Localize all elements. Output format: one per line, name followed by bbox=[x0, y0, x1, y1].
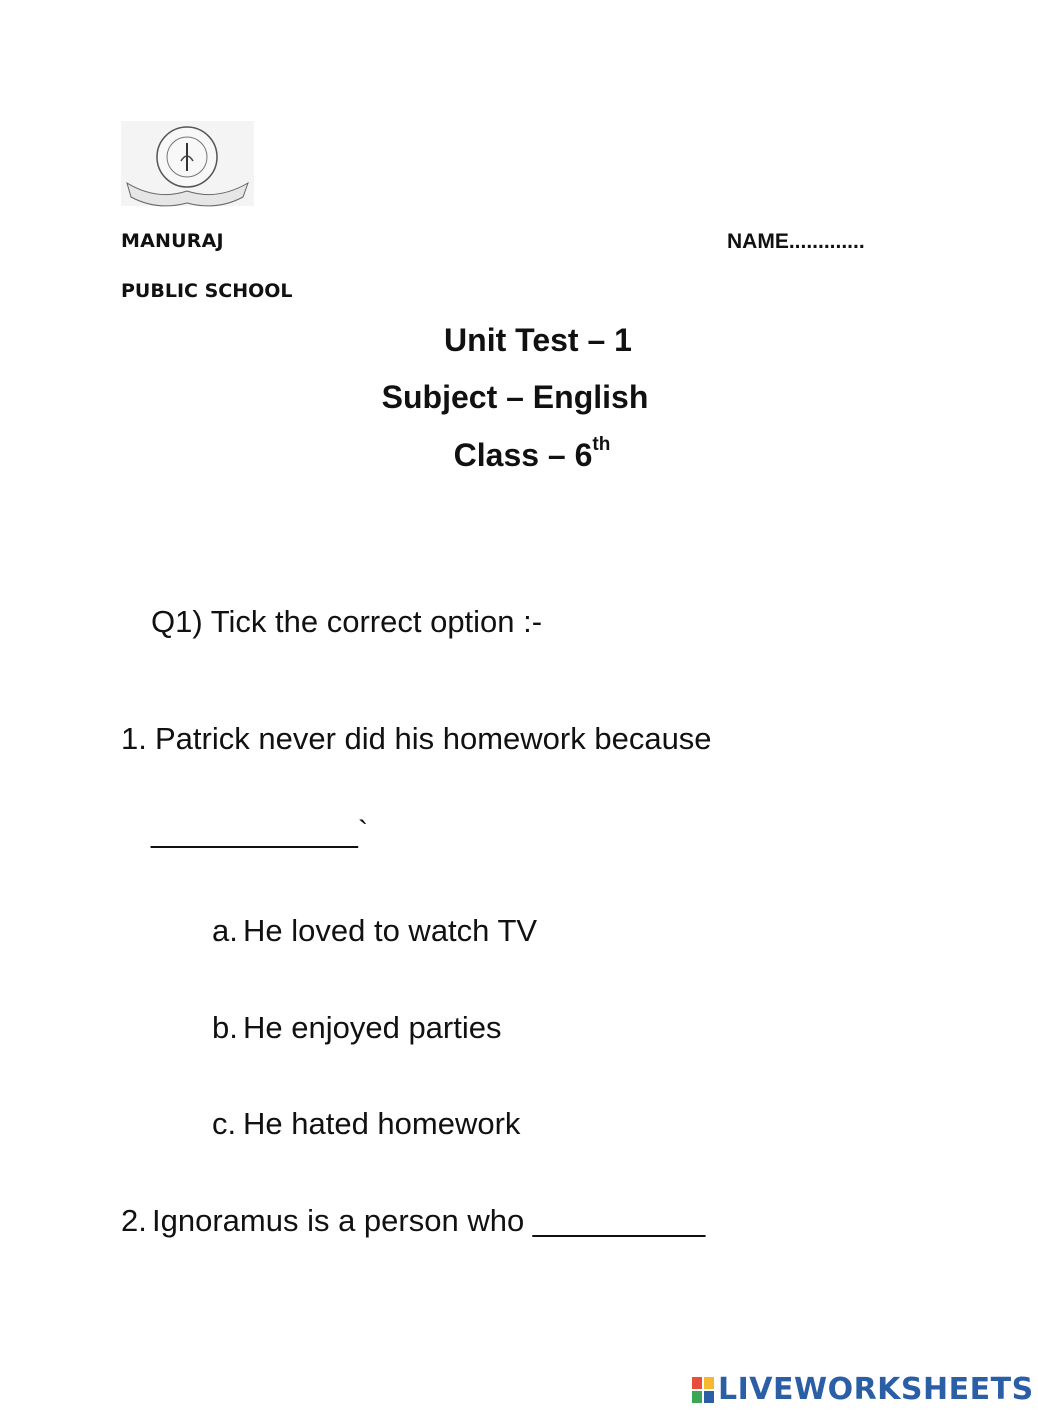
school-emblem-icon bbox=[121, 121, 254, 206]
name-field-label: NAME............. bbox=[727, 230, 865, 253]
answer-blank: ____________` bbox=[151, 814, 369, 849]
item-number: 1. bbox=[121, 721, 147, 756]
option-text: He loved to watch TV bbox=[243, 913, 538, 948]
unit-test-title: Unit Test – 1 bbox=[444, 322, 632, 358]
brand-text: LIVEWORKSHEETS bbox=[718, 1372, 1034, 1407]
item-text: Ignoramus is a person who __________ bbox=[152, 1203, 706, 1238]
option-b[interactable] bbox=[212, 1010, 502, 1046]
question-heading: Q1) Tick the correct option :- bbox=[151, 604, 543, 639]
liveworksheets-logo-icon bbox=[692, 1377, 714, 1403]
school-logo bbox=[121, 121, 254, 206]
option-text: He hated homework bbox=[243, 1106, 521, 1141]
question-item-2 bbox=[121, 1203, 705, 1239]
liveworksheets-brand bbox=[692, 1372, 1034, 1407]
question-item-1 bbox=[121, 721, 712, 757]
item-text: Patrick never did his homework because bbox=[155, 721, 712, 756]
option-letter: a. bbox=[212, 913, 238, 948]
option-text: He enjoyed parties bbox=[243, 1010, 502, 1045]
option-letter: c. bbox=[212, 1106, 237, 1141]
item-number: 2. bbox=[121, 1203, 147, 1238]
class-title-text: Class – 6 bbox=[453, 437, 593, 473]
class-title bbox=[32, 434, 1032, 474]
option-c[interactable] bbox=[212, 1106, 520, 1142]
subject-title: Subject – English bbox=[381, 379, 649, 415]
option-letter: b. bbox=[212, 1010, 238, 1045]
school-name-line1: MANURAJ bbox=[121, 230, 224, 252]
option-a[interactable] bbox=[212, 913, 537, 949]
class-title-suffix: th bbox=[592, 434, 611, 456]
school-name-line2: PUBLIC SCHOOL bbox=[121, 280, 293, 302]
